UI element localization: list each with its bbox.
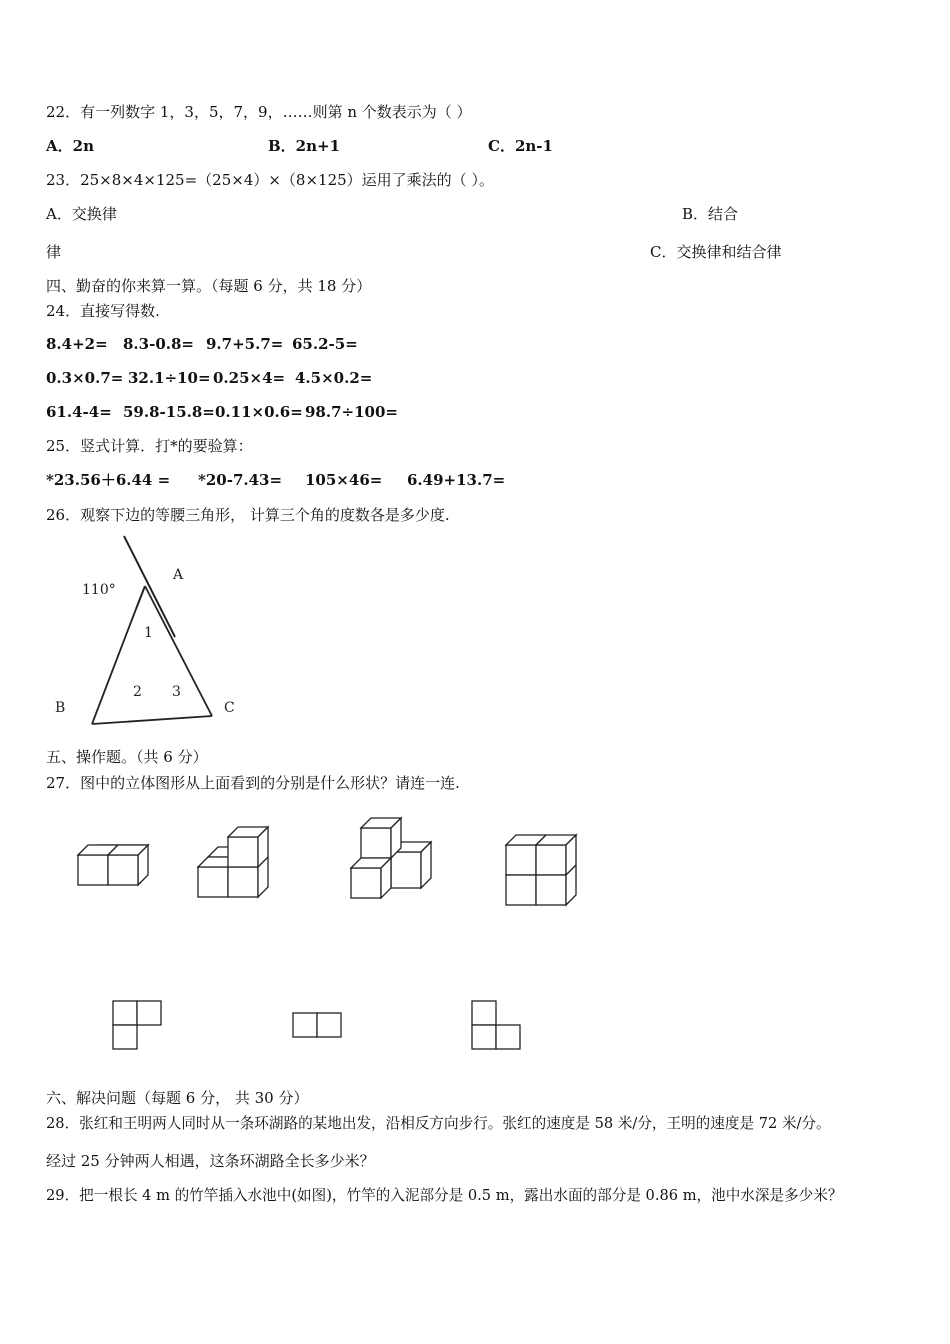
- vertex-a-label: A: [173, 567, 184, 583]
- q25-item-2: *20-7.43=: [198, 471, 283, 489]
- vertex-b-label: B: [55, 700, 66, 716]
- q23-option-a: A．交换律: [46, 205, 117, 223]
- solid-figure-3: [345, 812, 445, 907]
- q24-r2-c2: 32.1÷10=: [128, 369, 211, 387]
- q23-option-b: B．结合: [682, 205, 739, 223]
- angle-110-label: 110°: [82, 582, 116, 598]
- triangle-figure: [40, 530, 260, 740]
- angle-2-label: 2: [133, 684, 142, 700]
- q24-r1-c2: 8.3-0.8=: [123, 335, 194, 353]
- q24-r3-c3: 0.11×0.6=: [215, 403, 303, 421]
- top-view-shape-2: [290, 1010, 345, 1040]
- q24-r2-c1: 0.3×0.7=: [46, 369, 124, 387]
- side-bc: [92, 716, 212, 724]
- q25-item-3: 105×46=: [305, 471, 383, 489]
- q29-text: 29．把一根长 4 m 的竹竿插入水池中(如图)，竹竿的入泥部分是 0.5 m，露出水面的部分是 0.86 m，池中水深是多少米？: [46, 1187, 843, 1204]
- vertex-c-label: C: [224, 700, 235, 716]
- side-ab: [92, 609, 136, 724]
- q25-item-4: 6.49+13.7=: [407, 471, 506, 489]
- section5-title: 五、操作题。（共 6 分）: [46, 748, 208, 766]
- q24-r2-c3: 0.25×4=: [213, 369, 286, 387]
- q24-r3-c1: 61.4-4=: [46, 403, 112, 421]
- q25-item-1: *23.56＋6.44 =: [46, 471, 171, 489]
- q24-title: 24．直接写得数.: [46, 302, 160, 320]
- side-ab-gap: [136, 586, 145, 609]
- solid-figure-1: [70, 835, 160, 900]
- q24-r1-c1: 8.4+2=: [46, 335, 108, 353]
- q28-line1: 28．张红和王明两人同时从一条环湖路的某地出发，沿相反方向步行。张红的速度是 58 米/分，王明的速度是 72 米/分。: [46, 1115, 831, 1132]
- q24-r1-c3: 9.7+5.7=: [206, 335, 284, 353]
- q23-question: 23．25×8×4×125=（25×4）×（8×125）运用了乘法的（ ）。: [46, 171, 494, 189]
- q26-title: 26．观察下边的等腰三角形， 计算三个角的度数各是多少度.: [46, 506, 450, 524]
- q24-r1-c4: 65.2-5=: [292, 335, 358, 353]
- q24-r3-c2: 59.8-15.8=: [123, 403, 215, 421]
- angle-1-label: 1: [144, 625, 153, 641]
- q23-option-c: C．交换律和结合律: [650, 243, 782, 261]
- top-view-shape-1: [110, 998, 165, 1053]
- q22-question: 22．有一列数字 1，3，5，7，9，……则第 n 个数表示为（ ）: [46, 103, 472, 121]
- section6-title: 六、解决问题（每题 6 分， 共 30 分）: [46, 1089, 309, 1107]
- q24-r3-c4: 98.7÷100=: [305, 403, 398, 421]
- q22-option-a: A．2n: [46, 137, 94, 155]
- q25-title: 25．竖式计算．打*的要验算：: [46, 437, 253, 455]
- solid-figure-4: [498, 825, 588, 910]
- angle-3-label: 3: [172, 684, 181, 700]
- section4-title: 四、勤奋的你来算一算。（每题 6 分，共 18 分）: [46, 277, 372, 295]
- top-view-shape-3: [469, 998, 524, 1053]
- q22-option-c: C．2n-1: [488, 137, 553, 155]
- q24-r2-c4: 4.5×0.2=: [295, 369, 373, 387]
- q27-title: 27．图中的立体图形从上面看到的分别是什么形状？请连一连.: [46, 774, 460, 792]
- q28-line2: 经过 25 分钟两人相遇，这条环湖路全长多少米？: [46, 1152, 375, 1170]
- q23-option-b-cont: 律: [46, 243, 62, 261]
- q22-option-b: B．2n+1: [268, 137, 341, 155]
- solid-figure-2: [190, 820, 280, 905]
